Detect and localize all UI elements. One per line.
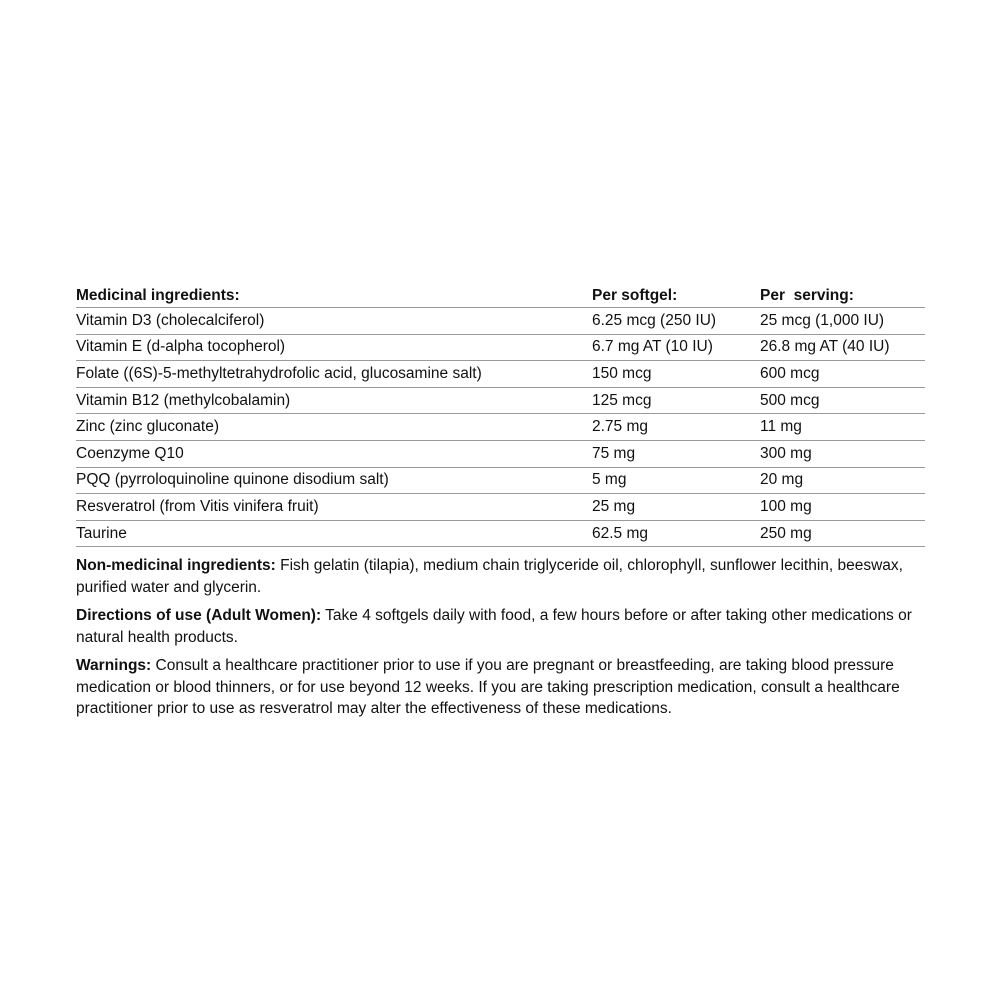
non-medicinal-ingredients-paragraph — [76, 555, 925, 598]
per-serving-value: 250 mg — [760, 520, 925, 547]
table-row — [76, 361, 925, 388]
per-softgel-value: 125 mcg — [592, 387, 760, 414]
ingredient-name: Resveratrol (from Vitis vinifera fruit) — [76, 494, 592, 521]
warnings-paragraph — [76, 655, 925, 720]
per-serving-value: 25 mcg (1,000 IU) — [760, 308, 925, 335]
per-serving-value: 26.8 mg AT (40 IU) — [760, 334, 925, 361]
directions-label: Directions of use (Adult Women): — [76, 607, 322, 625]
non-medicinal-text: Fish gelatin (tilapia), medium chain triglyceride oil, chlorophyll, sunflower lecithin, beeswax, purified water and glycerin. — [76, 557, 903, 596]
per-softgel-value: 25 mg — [592, 494, 760, 521]
per-softgel-value: 150 mcg — [592, 361, 760, 388]
per-serving-value: 600 mcg — [760, 361, 925, 388]
per-softgel-value: 75 mg — [592, 440, 760, 467]
table-row — [76, 308, 925, 335]
table-header-row — [76, 280, 925, 308]
warnings-label: Warnings: — [76, 657, 152, 675]
ingredient-name: Taurine — [76, 520, 592, 547]
header-per-serving: Per serving: — [760, 280, 925, 308]
table-row — [76, 494, 925, 521]
per-softgel-value: 62.5 mg — [592, 520, 760, 547]
ingredient-name: Coenzyme Q10 — [76, 440, 592, 467]
product-label-document — [76, 280, 925, 720]
per-serving-value: 500 mcg — [760, 387, 925, 414]
ingredient-name: Vitamin B12 (methylcobalamin) — [76, 387, 592, 414]
per-serving-value: 100 mg — [760, 494, 925, 521]
ingredient-name: Folate ((6S)-5-methyltetrahydrofolic acid, glucosamine salt) — [76, 361, 592, 388]
per-serving-value: 20 mg — [760, 467, 925, 494]
table-row — [76, 387, 925, 414]
table-row — [76, 467, 925, 494]
per-softgel-value: 6.7 mg AT (10 IU) — [592, 334, 760, 361]
table-row — [76, 414, 925, 441]
directions-text: Take 4 softgels daily with food, a few hours before or after taking other medications or natural health products. — [76, 607, 912, 646]
ingredient-name: Vitamin E (d-alpha tocopherol) — [76, 334, 592, 361]
non-medicinal-label: Non-medicinal ingredients: — [76, 557, 276, 575]
per-softgel-value: 6.25 mcg (250 IU) — [592, 308, 760, 335]
table-row — [76, 440, 925, 467]
per-serving-value: 300 mg — [760, 440, 925, 467]
directions-paragraph — [76, 605, 925, 648]
ingredient-name: Vitamin D3 (cholecalciferol) — [76, 308, 592, 335]
header-ingredient: Medicinal ingredients: — [76, 280, 592, 308]
per-softgel-value: 2.75 mg — [592, 414, 760, 441]
ingredient-name: Zinc (zinc gluconate) — [76, 414, 592, 441]
table-row — [76, 334, 925, 361]
warnings-text: Consult a healthcare practitioner prior to use if you are pregnant or breastfeeding, are taking blood pressure medication or blood thinners, or for use beyond 12 weeks. If you are taking prescription medication, consult a healthcare practitioner prior to use as resveratrol may alter the effectiveness of these medications. — [76, 657, 900, 718]
per-softgel-value: 5 mg — [592, 467, 760, 494]
ingredient-name: PQQ (pyrroloquinoline quinone disodium salt) — [76, 467, 592, 494]
header-per-softgel: Per softgel: — [592, 280, 760, 308]
per-serving-value: 11 mg — [760, 414, 925, 441]
medicinal-ingredients-table — [76, 280, 925, 547]
table-row — [76, 520, 925, 547]
